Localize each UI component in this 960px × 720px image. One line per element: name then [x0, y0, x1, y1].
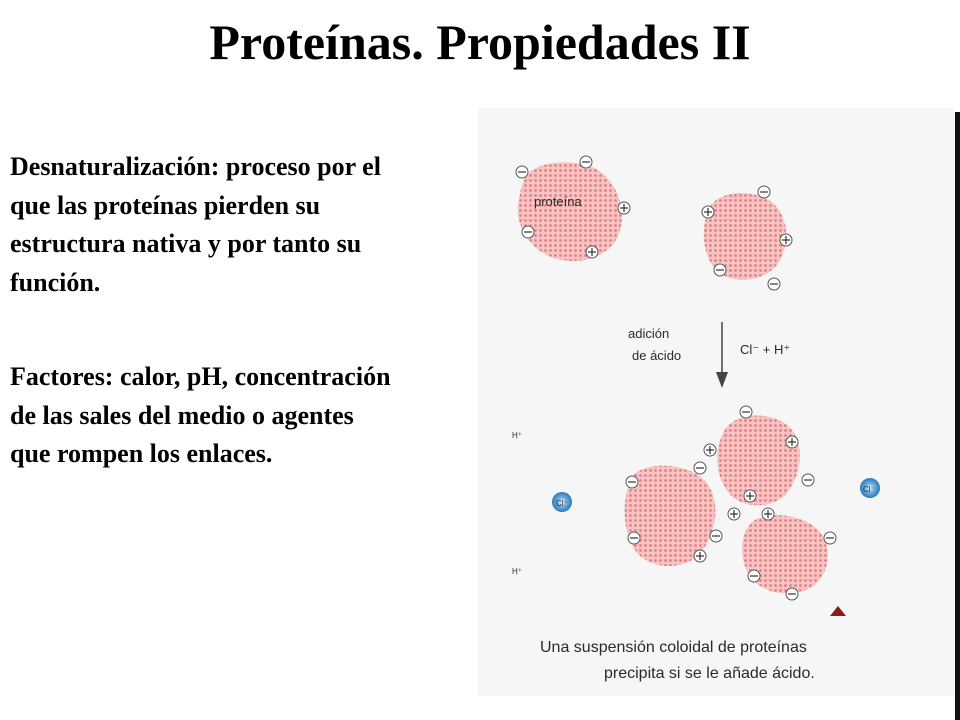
hydrogen-ion-label: H⁺: [512, 431, 522, 440]
protein-blob: [717, 415, 800, 505]
chloride-ion-label: Cl⁻: [556, 499, 568, 508]
chloride-ion-label: Cl⁻: [863, 485, 875, 494]
arrow-label-line1: adición: [628, 326, 670, 341]
definition-paragraph: [10, 148, 490, 302]
figure-svg: [478, 108, 954, 696]
definition-line: estructura nativa y por tanto su: [10, 229, 362, 258]
protein-label: proteína: [534, 194, 582, 209]
definition-line: que las proteínas pierden su: [10, 190, 321, 220]
figure-caption-line1: Una suspensión coloidal de proteínas: [540, 639, 807, 656]
factors-line: de las sales del medio o agentes: [10, 400, 354, 430]
arrow-label-line2: de ácido: [632, 348, 682, 363]
definition-line: Desnaturalización: proceso por el: [10, 152, 381, 181]
factors-line: Factores: calor, pH, concentración: [10, 362, 391, 391]
marker-triangle-icon: [830, 606, 846, 616]
arrowhead-icon: [716, 372, 728, 388]
protein-precipitation-figure: [478, 108, 954, 696]
figure-caption-line2: precipita si se le añade ácido.: [604, 665, 815, 682]
hydrogen-ion-label: H⁺: [512, 567, 522, 576]
right-edge-bar: [955, 112, 960, 720]
definition-line: función.: [10, 267, 101, 297]
protein-blob: [518, 162, 622, 261]
factors-line: que rompen los enlaces.: [10, 439, 273, 468]
ions-label: Cl⁻ + H⁺: [740, 342, 791, 357]
factors-paragraph: [10, 358, 490, 474]
slide-title: Proteínas. Propiedades II: [209, 14, 751, 70]
